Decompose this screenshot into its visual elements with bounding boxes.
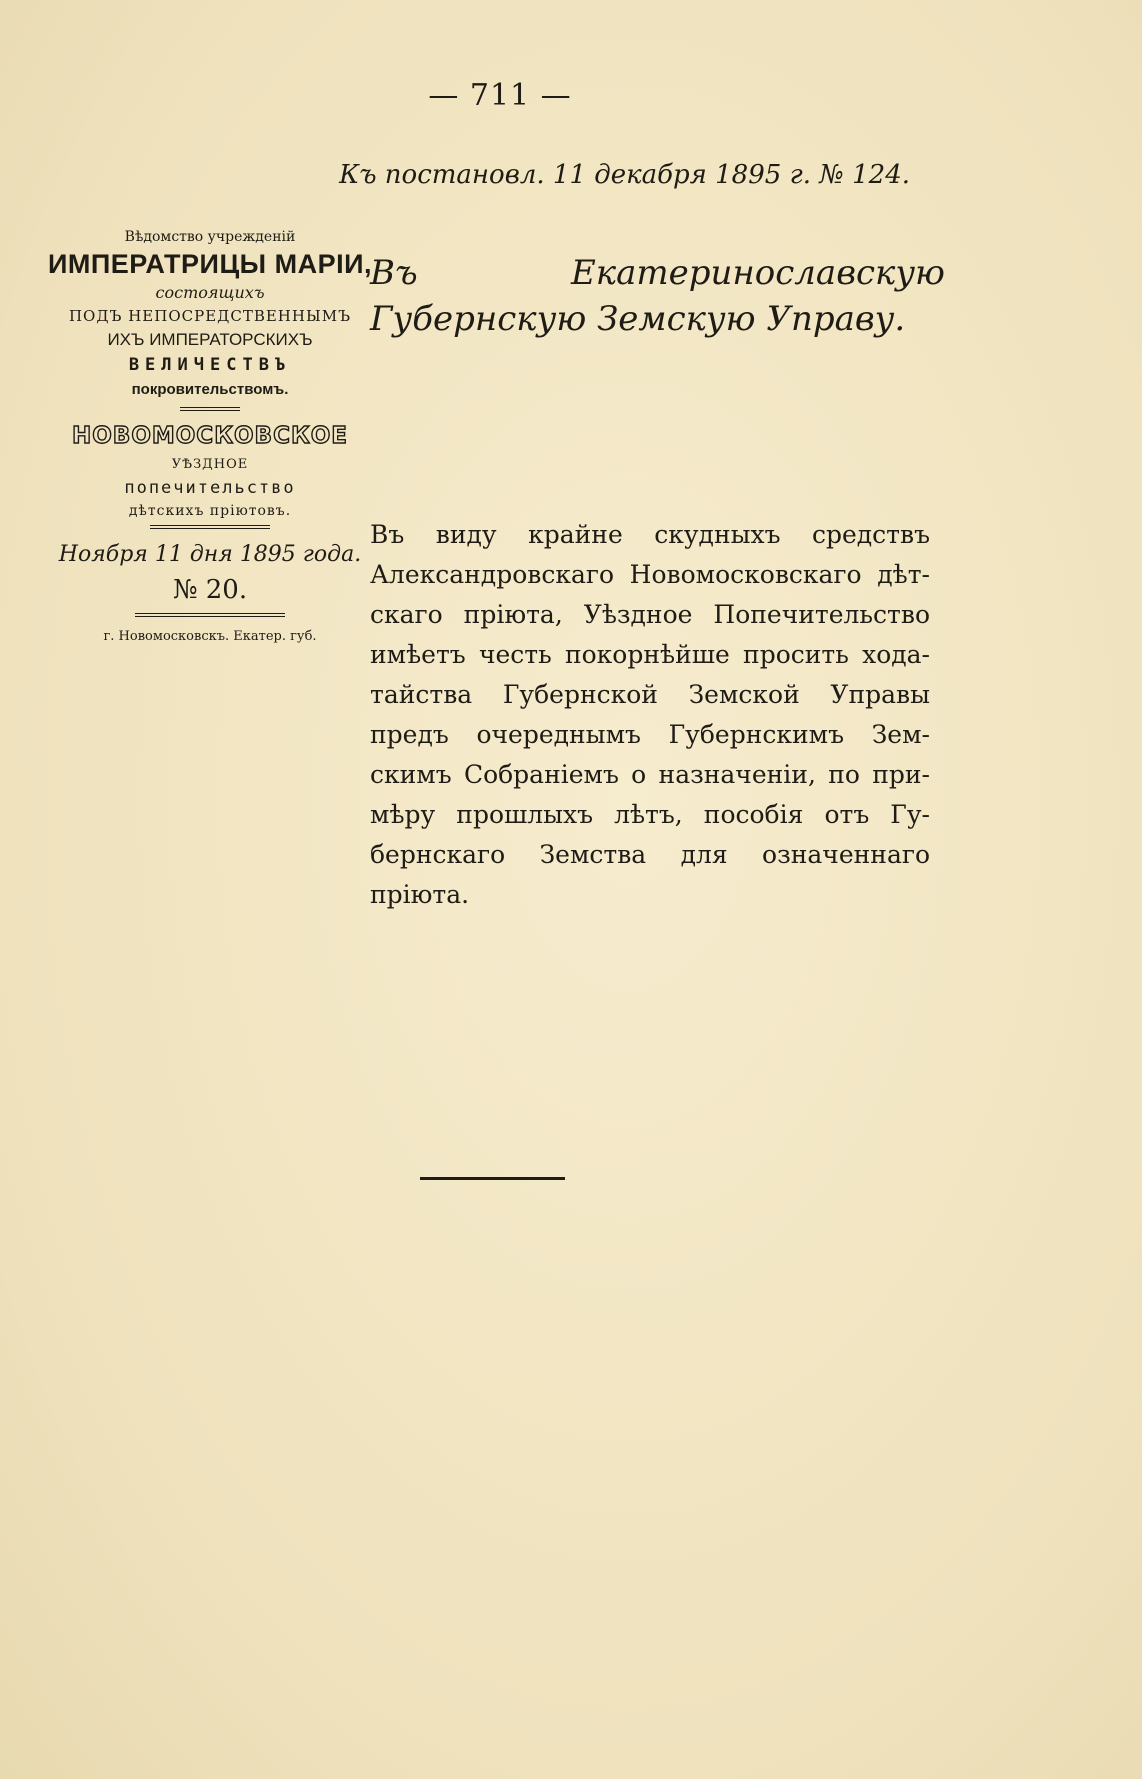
orphanages-line: дѣтскихъ пріютовъ. [128,503,292,519]
letter-body [370,515,930,915]
resolution-reference: Къ постановл. 11 декабря 1895 г. № 124. [339,160,910,190]
letter-place: г. Новомосковскъ. Екатер. губ. [103,629,317,644]
page-number: — 711 — [428,78,572,113]
body-line: бернскаго Земства для означеннаго [370,840,930,869]
body-line: Александровскаго Новомосковскаго дѣт- [370,560,930,589]
closing-rule [420,1177,565,1180]
body-line: скаго пріюта, Уѣздное Попечительство [370,600,930,629]
body-line: имѣетъ честь покорнѣйше просить хода- [370,640,930,669]
body-line: мѣру прошлыхъ лѣтъ, пособія отъ Гу- [370,800,930,829]
body-line: тайства Губернской Земской Управы [370,680,930,709]
addressee: Въ Екатеринославскую Губернскую Земскую Управу. [370,253,945,339]
consisting-line: состоящихъ [155,283,265,302]
body-line: предъ очереднымъ Губернскимъ Зем- [370,720,930,749]
divider [150,524,270,530]
letterhead-stamp [40,228,380,648]
trusteeship-line: попечительство [124,478,296,498]
imperial-line: ИХЪ ИМПЕРАТОРСКИХЪ [107,330,313,349]
letter-date: Ноября 11 дня 1895 года. [58,542,362,567]
department-line: Вѣдомство учрежденій [124,229,296,245]
body-line: скимъ Собраніемъ о назначеніи, по при- [370,760,930,789]
uyezd-line: УѢЗДНОЕ [171,457,249,472]
body-line: пріюта. [370,880,470,909]
novomoskovsk-line: НОВОМОСКОВСКОЕ [71,423,349,449]
majesties-line: ВЕЛИЧЕСТВЪ [128,355,292,375]
divider [180,406,240,412]
body-line: Въ виду крайне скудныхъ средствъ [370,520,930,549]
empress-maria-line: ИМПЕРАТРИЦЫ МАРІИ, [47,249,373,279]
divider [135,612,285,618]
patronage-line: покровительствомъ. [131,381,289,398]
under-direct-line: ПОДЪ НЕПОСРЕДСТВЕННЫМЪ [68,307,352,325]
letter-number: № 20. [172,575,248,605]
